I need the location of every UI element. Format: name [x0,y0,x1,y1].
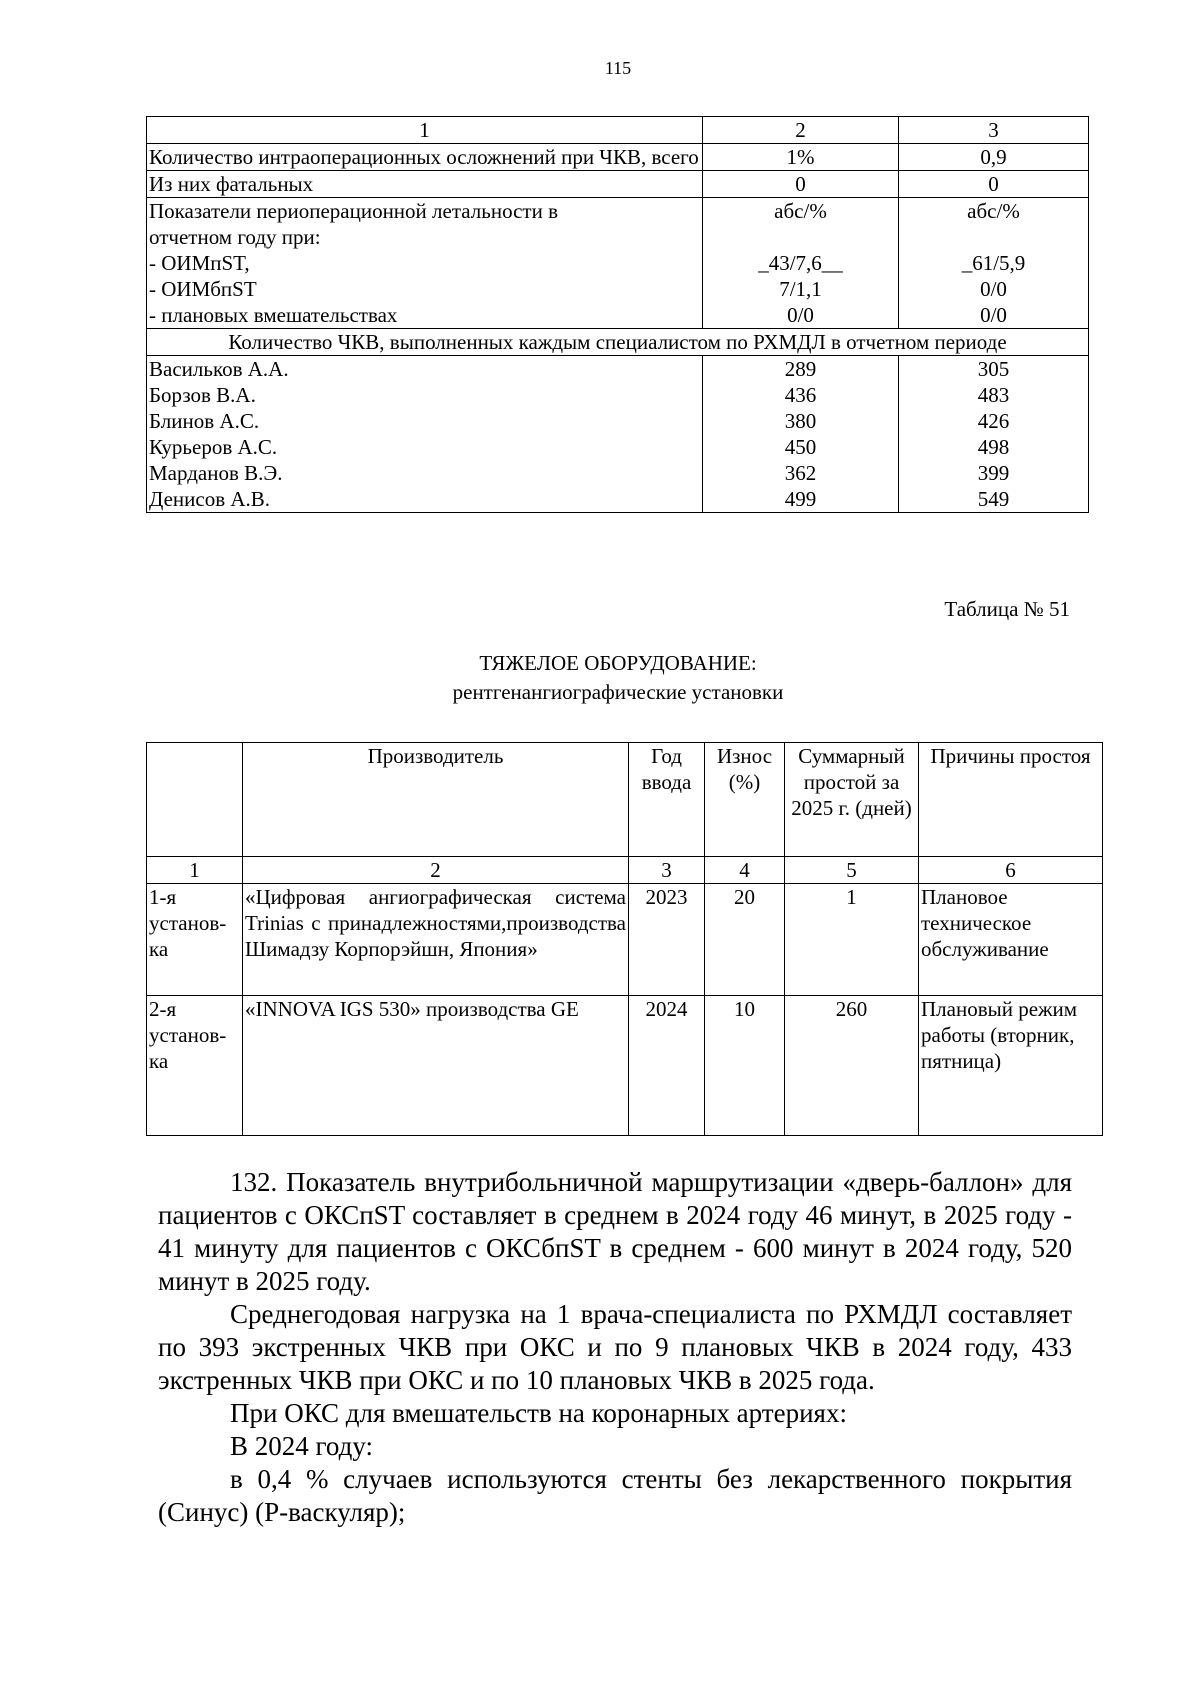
lethality-value: _43/7,6__ [758,251,843,275]
unit-label: 1-я установ-ка [147,884,243,996]
lethality-row-label: - ОИМбпST [149,277,257,301]
year-cell: 2024 [629,996,705,1136]
specialist-value: 289 [784,357,817,381]
paragraph-year-2024: В 2024 году: [230,1431,374,1461]
wear-cell: 10 [705,996,785,1136]
table-header-row [147,743,1103,857]
lethality-unit-3: абс/% [967,199,1020,223]
page-number: 115 [604,58,632,78]
complications-value-2: 1% [703,144,899,171]
table-row [147,996,1103,1136]
unit-label: 2-я установ-ка [147,996,243,1136]
specialist-name: Блинов А.С. [149,409,260,433]
lethality-unit-2: абс/% [774,199,827,223]
section-title: Количество ЧКВ, выполненных каждым специалистом по РХМДЛ в отчетном периоде [147,329,1089,356]
paragraph-stents: в 0,4 % случаев используются стенты без лекарственного покрытия (Синус) (Р-васкуляр); [158,1464,1072,1527]
fatal-label: Из них фатальных [147,171,703,198]
table-row [147,198,1089,329]
column-number-2: 2 [703,117,899,144]
table-row [147,329,1089,356]
column-number-3: 3 [899,117,1089,144]
table-caption: Таблица № 51 [944,597,1070,621]
table-row [147,171,1089,198]
specialist-value: 399 [977,461,1010,485]
table-row [147,144,1089,171]
lethality-value: _61/5,9 [961,251,1026,275]
wear-cell: 20 [705,884,785,996]
specialist-value: 362 [784,461,817,485]
body-text [158,1166,1072,1529]
header-empty [147,743,243,857]
column-number: 5 [785,857,919,884]
lethality-values-3 [899,198,1089,329]
table-row [147,356,1089,513]
downtime-cell: 1 [785,884,919,996]
year-cell: 2023 [629,884,705,996]
fatal-value-3: 0 [899,171,1089,198]
table-row [147,884,1103,996]
header-wear: Износ (%) [705,743,785,857]
specialist-value: 549 [977,487,1010,511]
lethality-label-line2: отчетном году при: [149,225,321,249]
header-year: Год ввода [629,743,705,857]
table-header-row [147,117,1089,144]
specialist-value: 483 [977,383,1010,407]
column-number: 1 [147,857,243,884]
lethality-values-2 [703,198,899,329]
lethality-label-cell [147,198,703,329]
paragraph-oks-intro: При ОКС для вмешательств на коронарных артериях: [230,1398,847,1428]
lethality-value: 0/0 [787,303,814,327]
pci-statistics-table [146,116,1089,513]
column-numbers-row [147,857,1103,884]
specialist-name: Васильков А.А. [149,357,289,381]
lethality-value: 0/0 [980,277,1007,301]
lethality-value: 0/0 [980,303,1007,327]
specialist-value: 436 [784,383,817,407]
column-number: 2 [243,857,629,884]
column-number: 6 [919,857,1103,884]
specialist-value: 305 [977,357,1010,381]
specialist-values-3 [899,356,1089,513]
specialist-value: 498 [977,435,1010,459]
specialist-names-cell [147,356,703,513]
column-number: 3 [629,857,705,884]
lethality-value: 7/1,1 [779,277,822,301]
complications-value-3: 0,9 [899,144,1089,171]
manufacturer-cell: «Цифровая ангиографическая система Trinias с принадлежностями,производства Шимадзу Корпорэйшн, Япония» [243,884,629,996]
downtime-cell: 260 [785,996,919,1136]
specialist-value: 380 [784,409,817,433]
header-downtime: Суммарный простой за 2025 г. (дней) [785,743,919,857]
reason-cell: Плановый режим работы (вторник, пятница) [919,996,1103,1136]
specialist-value: 426 [977,409,1010,433]
fatal-value-2: 0 [703,171,899,198]
column-number-1: 1 [147,117,703,144]
manufacturer-cell: «INNOVA IGS 530» производства GE [243,996,629,1136]
complications-label: Количество интраоперационных осложнений при ЧКВ, всего [147,144,703,171]
paragraph-132: 132. Показатель внутрибольничной маршрутизации «дверь-баллон» для пациентов с ОКСпST составляет в среднем в 2024 году 46 минут, в 2025 году - 41 минуту для пациентов с ОКСбпST в среднем - 600 минут в 2024 году, 520 минут в 2025 году. [158,1167,1072,1296]
table-subtitle: рентгенангиографические установки [452,680,784,704]
header-manufacturer: Производитель [243,743,629,857]
table-title: ТЯЖЕЛОЕ ОБОРУДОВАНИЕ: [479,651,757,675]
reason-cell: Плановое техническое обслуживание [919,884,1103,996]
specialist-name: Курьеров А.С. [149,435,278,459]
lethality-row-label: - плановых вмешательствах [149,303,398,327]
lethality-label-line1: Показатели периоперационной летальности в [149,199,558,223]
specialist-name: Марданов В.Э. [149,461,283,485]
header-reasons: Причины простоя [919,743,1103,857]
specialist-name: Денисов А.В. [149,487,271,511]
lethality-row-label: - ОИМпST, [149,251,250,275]
specialist-value: 499 [784,487,817,511]
heavy-equipment-table [146,742,1103,1136]
paragraph-workload: Среднегодовая нагрузка на 1 врача-специалиста по РХМДЛ составляет по 393 экстренных ЧКВ при ОКС и по 9 плановых ЧКВ в 2024 году, 433 экстренных ЧКВ при ОКС и по 10 плановых ЧКВ в 2025 года. [158,1299,1072,1395]
specialist-name: Борзов В.А. [149,383,256,407]
specialist-values-2 [703,356,899,513]
column-number: 4 [705,857,785,884]
specialist-value: 450 [784,435,817,459]
